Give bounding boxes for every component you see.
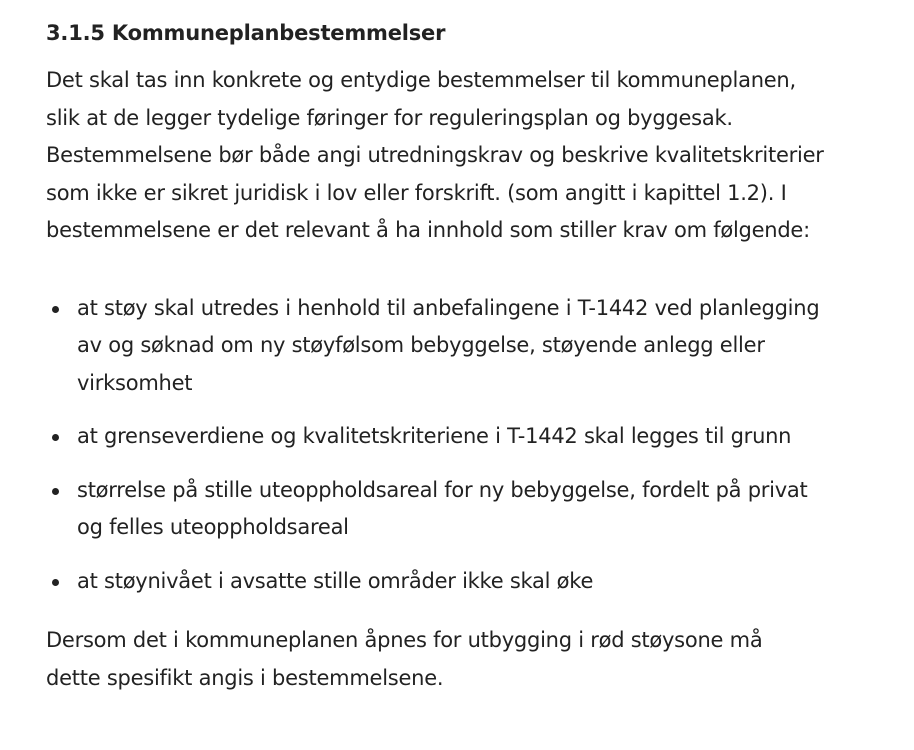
intro-line: slik at de legger tydelige føringer for reguleringsplan og byggesak. [46, 105, 733, 130]
bullet-icon [52, 434, 59, 441]
section-heading: 3.1.5 Kommuneplanbestemmelser [46, 21, 446, 45]
list-item [46, 563, 897, 601]
list-item-line: størrelse på stille uteoppholdsareal for ny bebyggelse, fordelt på privat [77, 477, 808, 502]
list-item [46, 418, 897, 456]
bullet-icon [52, 579, 59, 586]
list-item [46, 472, 897, 547]
closing-line: Dersom det i kommuneplanen åpnes for utbygging i rød støysone må [46, 628, 763, 652]
list-item-line: virksomhet [77, 370, 193, 395]
intro-line: Bestemmelsene bør både angi utredningskrav og beskrive kvalitetskriterier [46, 143, 824, 167]
intro-line: bestemmelsene er det relevant å ha innhold som stiller krav om følgende: [46, 218, 810, 242]
requirements-list [46, 290, 884, 601]
list-item-line: at støy skal utredes i henhold til anbefalingene i T-1442 ved planlegging [77, 295, 820, 320]
bullet-icon [52, 488, 59, 495]
intro-line: som ikke er sikret juridisk i lov eller forskrift. (som angitt i kapittel 1.2). I [46, 180, 787, 205]
list-item [46, 290, 897, 403]
intro-paragraph [46, 62, 891, 250]
list-item-line: at støynivået i avsatte stille områder ikke skal øke [77, 568, 594, 593]
bullet-icon [52, 306, 59, 313]
list-item-line: av og søknad om ny støyfølsom bebyggelse, støyende anlegg eller [77, 333, 765, 357]
closing-paragraph [46, 622, 891, 697]
list-item-line: at grenseverdiene og kvalitetskriteriene i T-1442 skal legges til grunn [77, 424, 792, 448]
intro-line: Det skal tas inn konkrete og entydige bestemmelser til kommuneplanen, [46, 68, 796, 92]
list-item-line: og felles uteoppholdsareal [77, 515, 349, 539]
closing-line: dette spesifikt angis i bestemmelsene. [46, 665, 444, 690]
